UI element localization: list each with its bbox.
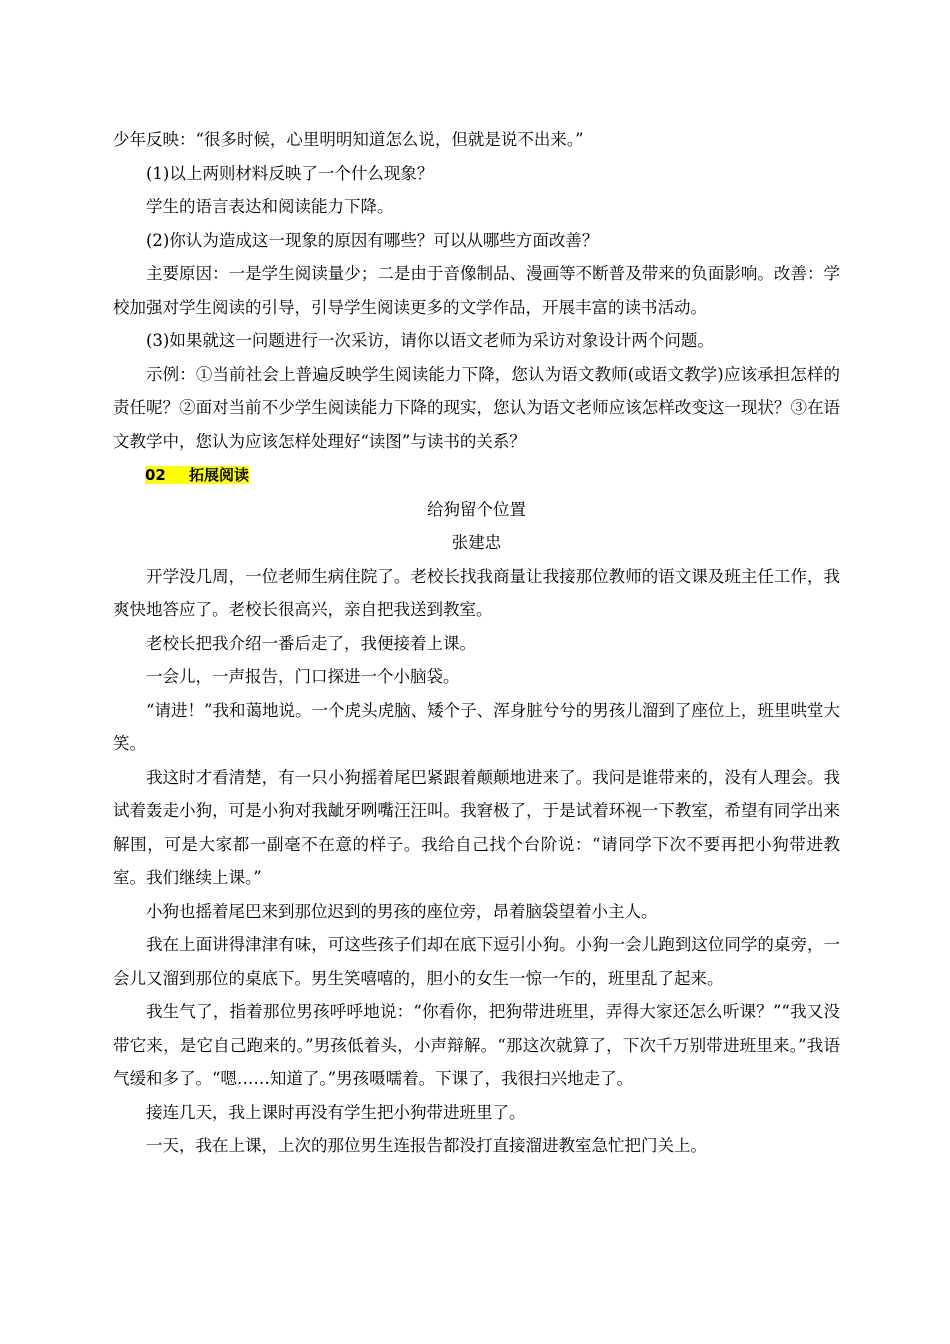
story-paragraph-10: 一天，我在上课，上次的那位男生连报告都没打直接溜进教室急忙把门关上。: [146, 1136, 707, 1155]
story-author: 张建忠: [451, 533, 502, 552]
section-heading: [113, 458, 840, 493]
story-paragraph-6: 小狗也摇着尾巴来到那位迟到的男孩的座位旁，昂着脑袋望着小主人。: [146, 901, 658, 921]
section-title: 拓展阅读: [189, 466, 250, 484]
section-number: 02: [145, 466, 166, 484]
document-page: [113, 123, 840, 1163]
question-2: (2)你认为造成这一现象的原因有哪些？可以从哪些方面改善？: [146, 230, 599, 250]
question-1: (1)以上两则材料反映了一个什么现象？: [146, 163, 434, 183]
story-title: 给狗留个位置: [427, 499, 526, 519]
story-paragraph-4: “请进！”我和蔼地说。一个虎头虎脑、矮个子、浑身脏兮兮的男孩儿溜到了座位上，班里哄堂大笑。: [113, 700, 840, 753]
question-3: (3)如果就这一问题进行一次采访，请你以语文老师为采访对象设计两个问题。: [146, 331, 714, 350]
story-paragraph-2: 老校长把我介绍一番后走了，我便接着上课。: [146, 633, 476, 653]
story-paragraph-9: 接连几天，我上课时再没有学生把小狗带进班里了。: [146, 1102, 526, 1122]
section-highlight: [145, 466, 249, 484]
paragraph-top-1: 少年反映：“很多时候，心里明明知道怎么说，但就是说不出来。”: [113, 130, 584, 149]
answer-1: 学生的语言表达和阅读能力下降。: [146, 197, 394, 216]
story-paragraph-7: 我在上面讲得津津有味，可这些孩子们却在底下逗引小狗。小狗一会儿跑到这位同学的桌旁，一会儿又溜到那位的桌底下。男生笑嘻嘻的，胆小的女生一惊一乍的，班里乱了起来。: [113, 935, 840, 988]
story-paragraph-8: 我生气了，指着那位男孩呼呼地说：“你看你，把狗带进班里，弄得大家还怎么听课？”“我又没带它来，是它自己跑来的。”男孩低着头，小声辩解。“那这次就算了，下次千万别带进班里来。”我语气缓和多了。“嗯……知道了。”男孩嗫嚅着。下课了，我很扫兴地走了。: [113, 1002, 840, 1088]
story-paragraph-5: 我这时才看清楚，有一只小狗摇着尾巴紧跟着颠颠地进来了。我问是谁带来的，没有人理会。我试着轰走小狗，可是小狗对我龇牙咧嘴汪汪叫。我窘极了，于是试着环视一下教室，希望有同学出来解围，可是大家都一副毫不在意的样子。我给自己找个台阶说：“请同学下次不要再把小狗带进教室。我们继续上课。”: [113, 767, 840, 887]
answer-2: 主要原因：一是学生阅读量少；二是由于音像制品、漫画等不断普及带来的负面影响。改善：学校加强对学生阅读的引导，引导学生阅读更多的文学作品，开展丰富的读书活动。: [113, 264, 840, 317]
story-paragraph-1: 开学没几周，一位老师生病住院了。老校长找我商量让我接那位教师的语文课及班主任工作，我爽快地答应了。老校长很高兴，亲自把我送到教室。: [113, 566, 840, 619]
answer-3: 示例：①当前社会上普遍反映学生阅读能力下降，您认为语文教师(或语文教学)应该承担怎样的责任呢？②面对当前不少学生阅读能力下降的现实，您认为语文老师应该怎样改变这一现状？③在语文教学中，您认为应该怎样处理好“读图”与读书的关系？: [113, 364, 840, 451]
story-paragraph-3: 一会儿，一声报告，门口探进一个小脑袋。: [146, 667, 460, 686]
